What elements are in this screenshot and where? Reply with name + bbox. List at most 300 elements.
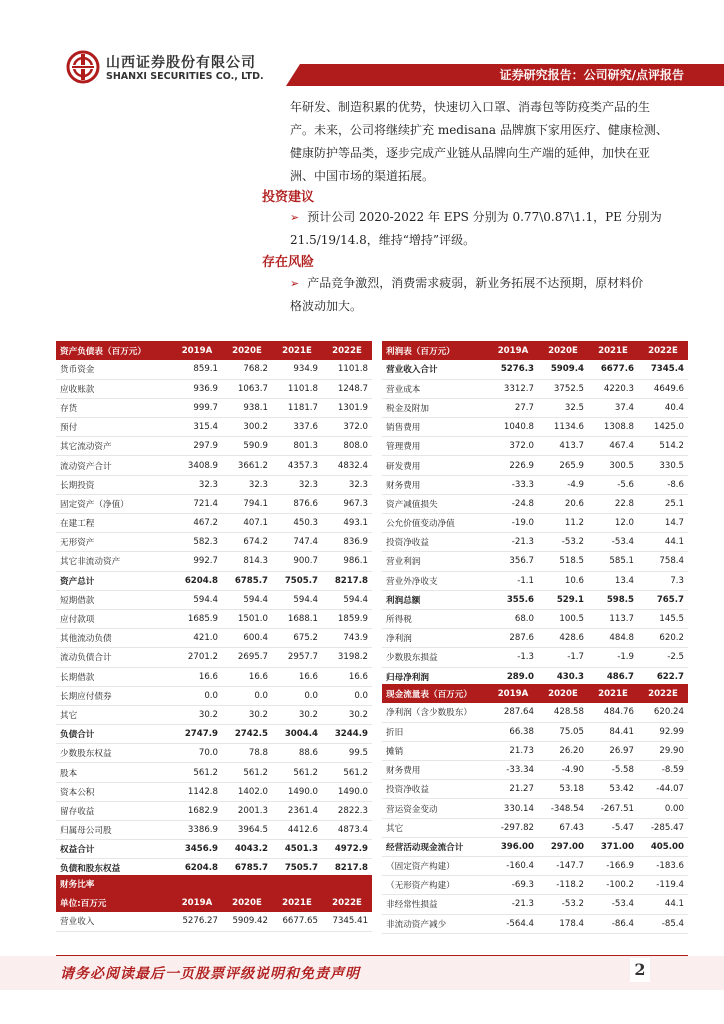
value-cell: -1.7 (538, 648, 588, 667)
row-label-cell: 管理费用 (382, 437, 488, 456)
year-header-cell: 2020E (538, 341, 588, 360)
value-cell: 30.2 (222, 705, 272, 724)
income-statement-row (382, 475, 688, 494)
value-cell: 5276.27 (172, 912, 222, 931)
value-cell: 67.43 (538, 818, 588, 837)
value-cell: 100.5 (538, 609, 588, 628)
value-cell: 21.27 (488, 780, 538, 799)
value-cell: 514.2 (638, 437, 688, 456)
row-label-cell: 资产总计 (56, 571, 172, 590)
value-cell: 6204.8 (172, 571, 222, 590)
value-cell: -19.0 (488, 514, 538, 533)
value-cell: 53.42 (588, 780, 638, 799)
cash-flow-row (382, 914, 688, 933)
value-cell: -160.4 (488, 857, 538, 876)
value-cell: 765.7 (638, 590, 688, 609)
year-header-cell: 2021E (272, 341, 322, 360)
value-cell: 3456.9 (172, 840, 222, 859)
balance-sheet-row (56, 533, 372, 552)
value-cell: 355.6 (488, 590, 538, 609)
balance-sheet-header-row (56, 341, 372, 360)
value-cell: 297.9 (172, 437, 222, 456)
income-statement-row (382, 629, 688, 648)
value-cell: 467.2 (172, 514, 222, 533)
year-header-cell: 2020E (222, 893, 272, 912)
value-cell: 674.2 (222, 533, 272, 552)
value-cell: 561.2 (222, 763, 272, 782)
value-cell: -4.9 (538, 475, 588, 494)
row-label-cell: 其它 (382, 818, 488, 837)
value-cell: 14.7 (638, 514, 688, 533)
income-statement-row (382, 456, 688, 475)
value-cell: 801.3 (272, 437, 322, 456)
value-cell: 3198.2 (322, 648, 372, 667)
value-cell: 66.38 (488, 722, 538, 741)
cash-flow-row (382, 837, 688, 856)
row-label-cell: 货币资金 (56, 360, 172, 379)
value-cell: 32.3 (322, 475, 372, 494)
value-cell: 600.4 (222, 629, 272, 648)
value-cell: 4412.6 (272, 821, 322, 840)
row-label-cell: 无形资产 (56, 533, 172, 552)
row-label-cell: 短期借款 (56, 590, 172, 609)
value-cell: -285.47 (638, 818, 688, 837)
value-cell: 620.2 (638, 629, 688, 648)
value-cell: 2822.3 (322, 801, 372, 820)
row-label-cell: 长期借款 (56, 667, 172, 686)
value-cell: 356.7 (488, 552, 538, 571)
value-cell: 743.9 (322, 629, 372, 648)
cash-flow-row (382, 876, 688, 895)
value-cell: 992.7 (172, 552, 222, 571)
value-cell: 6204.8 (172, 859, 222, 878)
value-cell: 289.0 (488, 667, 538, 686)
row-label-cell: 固定资产（净值） (56, 494, 172, 513)
value-cell: 1490.0 (322, 782, 372, 801)
value-cell: 986.1 (322, 552, 372, 571)
income-statement-row (382, 437, 688, 456)
value-cell: 145.5 (638, 609, 688, 628)
value-cell: 337.6 (272, 418, 322, 437)
income-statement-row (382, 590, 688, 609)
value-cell: 1101.8 (322, 360, 372, 379)
risk-line: 格波动加大。 (290, 299, 363, 313)
value-cell: 1134.6 (538, 418, 588, 437)
table-title-cell: 单位:百万元 (56, 893, 172, 912)
value-cell: 4873.4 (322, 821, 372, 840)
value-cell: 0.0 (172, 686, 222, 705)
row-label-cell: 在建工程 (56, 514, 172, 533)
row-label-cell: （无形资产构建） (382, 876, 488, 895)
income-statement-row (382, 398, 688, 417)
intro-line: 洲、中国市场的渠道拓展。 (290, 169, 435, 183)
value-cell: 561.2 (272, 763, 322, 782)
year-header-cell: 2019A (172, 893, 222, 912)
value-cell: 876.6 (272, 494, 322, 513)
row-label-cell: 归属母公司股 (56, 821, 172, 840)
value-cell: 8217.8 (322, 859, 372, 878)
year-header-cell: 2022E (638, 341, 688, 360)
year-header-cell: 2021E (272, 893, 322, 912)
value-cell: 30.2 (172, 705, 222, 724)
balance-sheet-row (56, 609, 372, 628)
value-cell: 32.3 (222, 475, 272, 494)
row-label-cell: 营业外净收支 (382, 571, 488, 590)
row-label-cell: 预付 (56, 418, 172, 437)
row-label-cell: 其它 (56, 705, 172, 724)
value-cell: 27.7 (488, 398, 538, 417)
value-cell: 6677.6 (588, 360, 638, 379)
ratio-title: 财务比率 (56, 875, 372, 893)
value-cell: 1490.0 (272, 782, 322, 801)
income-statement-row (382, 609, 688, 628)
value-cell: 6677.65 (272, 912, 322, 931)
value-cell: 594.4 (172, 590, 222, 609)
row-label-cell: 营业利润 (382, 552, 488, 571)
cash-flow-row (382, 895, 688, 914)
value-cell: -44.07 (638, 780, 688, 799)
value-cell: 467.4 (588, 437, 638, 456)
row-label-cell: 利润总额 (382, 590, 488, 609)
cash-flow-row (382, 857, 688, 876)
header-bar-slant (286, 64, 300, 86)
cash-flow-row (382, 761, 688, 780)
row-label-cell: 财务费用 (382, 761, 488, 780)
row-label-cell: 其他流动负债 (56, 629, 172, 648)
row-label-cell: 归母净利润 (382, 667, 488, 686)
value-cell: 529.1 (538, 590, 588, 609)
value-cell: 2742.5 (222, 725, 272, 744)
row-label-cell: 其它非流动资产 (56, 552, 172, 571)
value-cell: -86.4 (588, 914, 638, 933)
value-cell: 1425.0 (638, 418, 688, 437)
value-cell: 598.5 (588, 590, 638, 609)
value-cell: 934.9 (272, 360, 322, 379)
row-label-cell: 其它流动资产 (56, 437, 172, 456)
value-cell: 2957.7 (272, 648, 322, 667)
value-cell: 1682.9 (172, 801, 222, 820)
value-cell: 16.6 (172, 667, 222, 686)
value-cell: 1181.7 (272, 398, 322, 417)
value-cell: 1301.9 (322, 398, 372, 417)
value-cell: 7505.7 (272, 571, 322, 590)
value-cell: 413.7 (538, 437, 588, 456)
value-cell: -5.58 (588, 761, 638, 780)
value-cell: 178.4 (538, 914, 588, 933)
value-cell: 1402.0 (222, 782, 272, 801)
row-label-cell: （固定资产构建） (382, 857, 488, 876)
value-cell: 484.76 (588, 703, 638, 722)
cash-flow-row (382, 818, 688, 837)
bullet-arrow-icon: ➢ (290, 277, 300, 290)
value-cell: 22.8 (588, 494, 638, 513)
row-label-cell: 应付款项 (56, 609, 172, 628)
value-cell: 16.6 (322, 667, 372, 686)
row-label-cell: 公允价值变动净值 (382, 514, 488, 533)
value-cell: 622.7 (638, 667, 688, 686)
value-cell: 53.18 (538, 780, 588, 799)
balance-sheet-row (56, 782, 372, 801)
financial-ratio-table (56, 875, 372, 932)
value-cell: 32.3 (272, 475, 322, 494)
value-cell: 594.4 (222, 590, 272, 609)
value-cell: -100.2 (588, 876, 638, 895)
income-statement-table (382, 341, 688, 687)
value-cell: 297.00 (538, 837, 588, 856)
value-cell: 16.6 (222, 667, 272, 686)
year-header-cell: 2019A (488, 341, 538, 360)
value-cell: 40.4 (638, 398, 688, 417)
value-cell: 620.24 (638, 703, 688, 722)
value-cell: 675.2 (272, 629, 322, 648)
value-cell: 3964.5 (222, 821, 272, 840)
row-label-cell: 资本公积 (56, 782, 172, 801)
value-cell: 84.41 (588, 722, 638, 741)
row-label-cell: 应收账款 (56, 379, 172, 398)
value-cell: 330.5 (638, 456, 688, 475)
row-label-cell: 负债合计 (56, 725, 172, 744)
value-cell: 78.8 (222, 744, 272, 763)
table-title-cell: 现金流量表（百万元） (382, 684, 488, 703)
balance-sheet-row (56, 398, 372, 417)
value-cell: -5.47 (588, 818, 638, 837)
value-cell: 26.20 (538, 741, 588, 760)
value-cell: -85.4 (638, 914, 688, 933)
value-cell: 1040.8 (488, 418, 538, 437)
value-cell: 396.00 (488, 837, 538, 856)
value-cell: 0.0 (222, 686, 272, 705)
value-cell: 582.3 (172, 533, 222, 552)
value-cell: 20.6 (538, 494, 588, 513)
value-cell: 3244.9 (322, 725, 372, 744)
value-cell: -119.4 (638, 876, 688, 895)
value-cell: -348.54 (538, 799, 588, 818)
company-name-en: SHANXI SECURITIES CO., LTD. (106, 71, 264, 82)
ratio-title-row (56, 875, 372, 893)
row-label-cell: 净利润（含少数股东） (382, 703, 488, 722)
value-cell: 5276.3 (488, 360, 538, 379)
value-cell: -1.9 (588, 648, 638, 667)
value-cell: 5909.4 (538, 360, 588, 379)
value-cell: 30.2 (272, 705, 322, 724)
value-cell: 450.3 (272, 514, 322, 533)
value-cell: 30.2 (322, 705, 372, 724)
value-cell: 938.1 (222, 398, 272, 417)
balance-sheet-row (56, 475, 372, 494)
value-cell: -33.3 (488, 475, 538, 494)
balance-sheet-row (56, 494, 372, 513)
value-cell: -21.3 (488, 533, 538, 552)
value-cell: -4.90 (538, 761, 588, 780)
row-label-cell: 存货 (56, 398, 172, 417)
income-statement-row (382, 360, 688, 379)
year-header-cell: 2022E (638, 684, 688, 703)
row-label-cell: 投资净收益 (382, 780, 488, 799)
table-title-cell: 资产负债表（百万元） (56, 341, 172, 360)
row-label-cell: 非经常性损益 (382, 895, 488, 914)
income-statement-row (382, 533, 688, 552)
value-cell: -1.3 (488, 648, 538, 667)
value-cell: 808.0 (322, 437, 372, 456)
year-header-cell: 2019A (488, 684, 538, 703)
value-cell: 594.4 (272, 590, 322, 609)
value-cell: 4501.3 (272, 840, 322, 859)
row-label-cell: 流动资产合计 (56, 456, 172, 475)
invest-line: 21.5/19/14.8，维持“增持”评级。 (290, 233, 476, 247)
year-header-cell: 2020E (222, 341, 272, 360)
value-cell: 265.9 (538, 456, 588, 475)
value-cell: -53.2 (538, 533, 588, 552)
bullet-arrow-icon: ➢ (290, 211, 300, 224)
disclaimer-text: 请务必阅读最后一页股票评级说明和免责声明 (60, 966, 360, 982)
value-cell: -33.34 (488, 761, 538, 780)
value-cell: 371.00 (588, 837, 638, 856)
value-cell: 3004.4 (272, 725, 322, 744)
table-title-cell: 利润表（百万元） (382, 341, 488, 360)
row-label-cell: 权益合计 (56, 840, 172, 859)
intro-line: 健康防护等品类，逐步完成产业链从品牌向生产端的延伸，加快在亚 (290, 146, 651, 160)
balance-sheet-row (56, 379, 372, 398)
page-number: 2 (630, 958, 650, 982)
value-cell: 493.1 (322, 514, 372, 533)
income-statement-row (382, 648, 688, 667)
value-cell: 1063.7 (222, 379, 272, 398)
row-label-cell: 资产减值损失 (382, 494, 488, 513)
balance-sheet-row (56, 571, 372, 590)
cash-flow-row (382, 741, 688, 760)
year-header-cell: 2021E (588, 684, 638, 703)
value-cell: 372.0 (488, 437, 538, 456)
value-cell: 900.7 (272, 552, 322, 571)
balance-sheet-row (56, 514, 372, 533)
value-cell: -183.6 (638, 857, 688, 876)
year-header-cell: 2022E (322, 893, 372, 912)
value-cell: 0.0 (272, 686, 322, 705)
value-cell: 936.9 (172, 379, 222, 398)
page-header (0, 0, 724, 92)
cash-flow-table (382, 684, 688, 934)
company-logo-icon (66, 50, 100, 84)
value-cell: 7.3 (638, 571, 688, 590)
row-label-cell: 投资净收益 (382, 533, 488, 552)
risk-section-title: 存在风险 (262, 255, 315, 270)
balance-sheet-row (56, 360, 372, 379)
value-cell: 287.64 (488, 703, 538, 722)
value-cell: 10.6 (538, 571, 588, 590)
value-cell: 814.3 (222, 552, 272, 571)
value-cell: 594.4 (322, 590, 372, 609)
row-label-cell: 研发费用 (382, 456, 488, 475)
value-cell: 518.5 (538, 552, 588, 571)
value-cell: 4043.2 (222, 840, 272, 859)
row-label-cell: 营业成本 (382, 379, 488, 398)
value-cell: 32.5 (538, 398, 588, 417)
value-cell: 3386.9 (172, 821, 222, 840)
value-cell: 300.5 (588, 456, 638, 475)
row-label-cell: 流动负债合计 (56, 648, 172, 667)
row-label-cell: 所得税 (382, 609, 488, 628)
value-cell: 0.00 (638, 799, 688, 818)
value-cell: 32.3 (172, 475, 222, 494)
value-cell: 585.1 (588, 552, 638, 571)
value-cell: -53.4 (588, 895, 638, 914)
value-cell: 2001.3 (222, 801, 272, 820)
value-cell: 8217.8 (322, 571, 372, 590)
income-statement-row (382, 494, 688, 513)
value-cell: 561.2 (322, 763, 372, 782)
value-cell: 25.1 (638, 494, 688, 513)
value-cell: 88.6 (272, 744, 322, 763)
balance-sheet-row (56, 552, 372, 571)
balance-sheet-row (56, 801, 372, 820)
value-cell: 4649.6 (638, 379, 688, 398)
value-cell: -69.3 (488, 876, 538, 895)
value-cell: 1101.8 (272, 379, 322, 398)
balance-sheet-table (56, 341, 372, 879)
value-cell: 794.1 (222, 494, 272, 513)
value-cell: 859.1 (172, 360, 222, 379)
value-cell: 486.7 (588, 667, 638, 686)
value-cell: 1501.0 (222, 609, 272, 628)
value-cell: -267.51 (588, 799, 638, 818)
value-cell: 747.4 (272, 533, 322, 552)
value-cell: 758.4 (638, 552, 688, 571)
value-cell: -53.2 (538, 895, 588, 914)
balance-sheet-row (56, 590, 372, 609)
value-cell: 37.4 (588, 398, 638, 417)
value-cell: 21.73 (488, 741, 538, 760)
row-label-cell: 税金及附加 (382, 398, 488, 417)
value-cell: -24.8 (488, 494, 538, 513)
income-statement-header-row (382, 341, 688, 360)
value-cell: 13.4 (588, 571, 638, 590)
value-cell: -21.3 (488, 895, 538, 914)
value-cell: 330.14 (488, 799, 538, 818)
income-statement-row (382, 514, 688, 533)
value-cell: 287.6 (488, 629, 538, 648)
value-cell: 44.1 (638, 895, 688, 914)
value-cell: 11.2 (538, 514, 588, 533)
value-cell: -564.4 (488, 914, 538, 933)
row-label-cell: 财务费用 (382, 475, 488, 494)
balance-sheet-row (56, 763, 372, 782)
value-cell: 92.99 (638, 722, 688, 741)
year-header-cell: 2020E (538, 684, 588, 703)
row-label-cell: 摊销 (382, 741, 488, 760)
value-cell: 721.4 (172, 494, 222, 513)
income-statement-row (382, 379, 688, 398)
value-cell: 0.0 (322, 686, 372, 705)
row-label-cell: 留存收益 (56, 801, 172, 820)
cash-flow-row (382, 780, 688, 799)
ratio-header-row (56, 893, 372, 912)
value-cell: 3312.7 (488, 379, 538, 398)
value-cell: 1142.8 (172, 782, 222, 801)
cash-flow-header-row (382, 684, 688, 703)
value-cell: 1859.9 (322, 609, 372, 628)
cash-flow-row (382, 703, 688, 722)
row-label-cell: 负债和股东权益 (56, 859, 172, 878)
year-header-cell: 2021E (588, 341, 638, 360)
row-label-cell: 股本 (56, 763, 172, 782)
row-label-cell: 营业收入合计 (382, 360, 488, 379)
value-cell: 405.00 (638, 837, 688, 856)
value-cell: 484.8 (588, 629, 638, 648)
value-cell: 12.0 (588, 514, 638, 533)
income-statement-row (382, 418, 688, 437)
value-cell: 4832.4 (322, 456, 372, 475)
value-cell: 70.0 (172, 744, 222, 763)
